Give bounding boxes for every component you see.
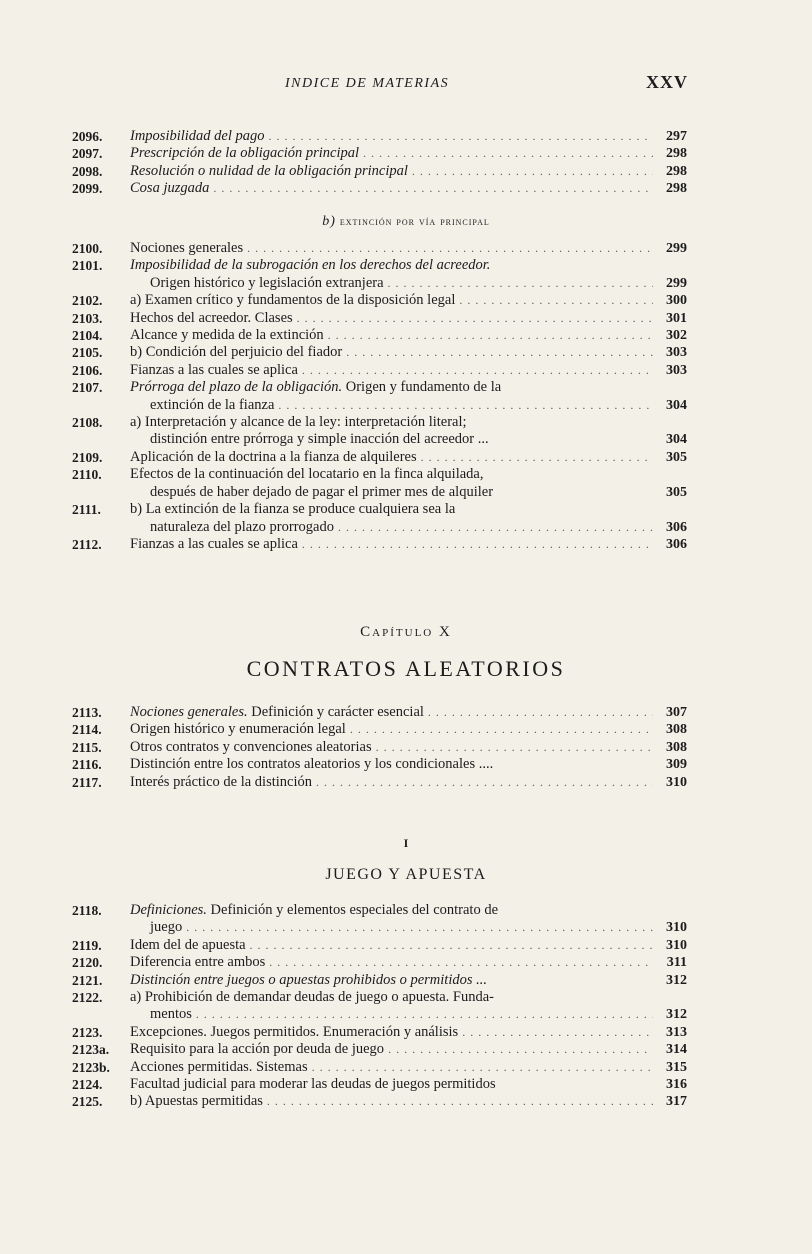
entry-page: 310 [666, 920, 687, 936]
entry-number: 2097. [72, 146, 103, 162]
entry-text: a) Interpretación y alcance de la ley: interpretación literal; [130, 414, 467, 431]
entry-line [130, 954, 687, 971]
toc-entry [0, 1024, 812, 1041]
entry-text: Imposibilidad de la subrogación en los derechos del acreedor. [130, 257, 491, 274]
entry-text: Diferencia entre ambos [130, 954, 266, 971]
entry-line [130, 902, 687, 919]
entry-page: 306 [666, 536, 687, 552]
toc-entry [0, 774, 812, 791]
entry-number: 2117. [72, 774, 102, 790]
entry-number: 2104. [72, 328, 103, 344]
continuation-text: mentos [150, 1006, 192, 1023]
dot-leader [346, 344, 653, 361]
entry-continuation [130, 431, 687, 448]
entry-page: 299 [666, 241, 687, 256]
dot-leader [186, 919, 653, 936]
continuation-text: juego [150, 919, 183, 936]
entry-number: 2121. [72, 972, 103, 988]
entry-line [130, 1093, 687, 1110]
entry-line [130, 989, 687, 1006]
entry-page: 316 [666, 1077, 687, 1093]
entry-text: Efectos de la continuación del locatario en la finca alquilada, [130, 466, 484, 483]
toc-entry [0, 536, 812, 553]
entry-text: Requisito para la acción por deuda de juego [130, 1041, 385, 1058]
entry-text: Acciones permitidas. Sistemas [130, 1058, 308, 1075]
entry-page: 305 [666, 484, 687, 500]
entry-text: Nociones generales [130, 240, 244, 256]
entry-text-italic: Nociones generales. [130, 704, 248, 720]
entry-line [130, 362, 687, 379]
dot-leader [338, 519, 653, 536]
dot-leader [250, 937, 653, 954]
entry-line [130, 972, 687, 989]
toc-entry [0, 989, 812, 1024]
toc-entry [0, 721, 812, 738]
entry-number: 2110. [72, 467, 102, 483]
toc-group-principal-extinction [0, 240, 812, 553]
toc-entry [0, 739, 812, 756]
dot-leader [421, 449, 653, 466]
entry-text: b) Apuestas permitidas [130, 1093, 263, 1110]
entry-page: 299 [666, 275, 687, 291]
toc-entry [0, 756, 812, 773]
toc-group-guarantee-extinction [0, 128, 812, 198]
entry-text: Otros contratos y convenciones aleatorias [130, 738, 372, 755]
dot-leader [376, 739, 653, 756]
subsection-label: extinción por vía principal [339, 214, 490, 228]
entry-line [130, 466, 687, 483]
toc-entry [0, 501, 812, 536]
subsection-heading [0, 214, 812, 230]
toc-entry [0, 310, 812, 327]
entry-page: 304 [666, 397, 687, 413]
entry-line [130, 756, 687, 773]
entry-number: 2096. [72, 129, 103, 144]
entry-number: 2106. [72, 362, 103, 378]
chapter-title: CONTRATOS ALEATORIOS [246, 656, 566, 681]
toc-entry [0, 1059, 812, 1076]
entry-text: Alcance y medida de la extinción [130, 327, 324, 344]
dot-leader [388, 1041, 653, 1058]
entry-page: 312 [666, 1007, 687, 1023]
dot-leader [302, 362, 653, 379]
dot-leader [459, 292, 653, 309]
entry-line [130, 501, 687, 518]
entry-number: 2112. [72, 536, 102, 552]
toc-entry [0, 163, 812, 180]
entry-page: 309 [666, 757, 687, 773]
entry-text-rest: Definición y carácter esencial [247, 704, 424, 720]
toc-entry [0, 1076, 812, 1093]
entry-page: 311 [666, 955, 687, 971]
entry-number: 2116. [72, 757, 102, 773]
entry-line [130, 704, 687, 721]
entry-page: 310 [666, 937, 687, 953]
toc-entry [0, 379, 812, 414]
entry-line [130, 257, 687, 274]
dot-leader [312, 1059, 653, 1076]
entry-page: 307 [666, 705, 687, 720]
entry-text-italic: Prórroga del plazo de la obligación. [130, 379, 343, 396]
chapter-label: Capítulo X [360, 624, 452, 640]
continuation-text: distinción entre prórroga y simple inacción del acreedor ... [150, 431, 489, 448]
entry-number: 2123b. [72, 1059, 110, 1075]
entry-text: b) La extinción de la fianza se produce cualquiera sea la [130, 501, 456, 518]
dot-leader [213, 180, 653, 197]
entry-page: 308 [666, 722, 687, 738]
entry-continuation [130, 484, 687, 501]
entry-line [130, 449, 687, 466]
dot-leader [363, 145, 653, 162]
toc-entry [0, 902, 812, 937]
entry-continuation [130, 275, 687, 292]
entry-line [130, 145, 687, 162]
dot-leader [412, 163, 653, 180]
entry-page: 297 [666, 129, 687, 144]
entry-continuation [130, 1006, 687, 1023]
entry-text: Idem del de apuesta [130, 936, 246, 953]
entry-number: 2119. [72, 937, 102, 953]
toc-group-aleatory-contracts [0, 704, 812, 791]
entry-text: Imposibilidad del pago [130, 128, 265, 144]
dot-leader [388, 275, 653, 292]
entry-line [130, 163, 687, 180]
entry-page: 308 [666, 739, 687, 755]
entry-continuation [130, 397, 687, 414]
entry-text: Hechos del acreedor. Clases [130, 309, 293, 326]
entry-line [130, 240, 687, 257]
entry-page: 304 [666, 432, 687, 448]
toc-entry [0, 954, 812, 971]
entry-line [130, 310, 687, 327]
entry-page: 317 [666, 1094, 687, 1110]
entry-number: 2107. [72, 380, 103, 396]
entry-line [130, 1024, 687, 1041]
entry-line [130, 739, 687, 756]
entry-number: 2115. [72, 739, 102, 755]
entry-text: Fianzas a las cuales se aplica [130, 535, 298, 552]
entry-page: 305 [666, 449, 687, 465]
toc-entry [0, 466, 812, 501]
entry-text: Cosa juzgada [130, 180, 210, 197]
toc-entry [0, 1093, 812, 1110]
entry-text-rest: Origen y fundamento de la [342, 379, 502, 396]
entry-number: 2114. [72, 722, 102, 738]
entry-page: 298 [666, 181, 687, 197]
running-title: INDICE DE MATERIAS [285, 76, 450, 91]
entry-text: Aplicación de la doctrina a la fianza de alquileres [130, 448, 417, 465]
entry-number: 2118. [72, 903, 102, 918]
dot-leader [278, 397, 653, 414]
dot-leader [302, 536, 653, 553]
entry-line [130, 128, 687, 145]
entry-line [130, 536, 687, 553]
entry-continuation [130, 519, 687, 536]
entry-line [130, 414, 687, 431]
toc-entry [0, 344, 812, 361]
entry-text [130, 902, 498, 919]
subsection-letter: b) [322, 214, 336, 229]
entry-page: 303 [666, 362, 687, 378]
entry-number: 2108. [72, 415, 103, 431]
section-title: JUEGO Y APUESTA [325, 866, 487, 883]
entry-page: 312 [666, 972, 687, 988]
entry-page: 310 [666, 774, 687, 790]
entry-line [130, 937, 687, 954]
continuation-text: extinción de la fianza [150, 396, 275, 413]
dot-leader [297, 310, 653, 327]
entry-text [130, 379, 501, 396]
entry-number: 2100. [72, 241, 103, 256]
entry-number: 2101. [72, 258, 103, 274]
entry-page: 298 [666, 146, 687, 162]
entry-text: b) Condición del perjuicio del fiador [130, 344, 343, 361]
entry-text: Prescripción de la obligación principal [130, 145, 360, 162]
continuation-text: naturaleza del plazo prorrogado [150, 518, 334, 535]
continuation-text: Origen histórico y legislación extranjera [150, 274, 384, 291]
entry-text: a) Prohibición de demandar deudas de juego o apuesta. Funda- [130, 989, 495, 1006]
entry-text: Facultad judicial para moderar las deudas de juegos permitidos [130, 1076, 496, 1093]
entry-page: 298 [666, 163, 687, 179]
toc-group-gaming-betting [0, 902, 812, 1111]
entry-line [130, 1059, 687, 1076]
entry-text: Distinción entre los contratos aleatorios y los condicionales .... [130, 756, 494, 773]
toc-entry [0, 362, 812, 379]
entry-number: 2125. [72, 1094, 103, 1110]
entry-number: 2124. [72, 1077, 103, 1093]
entry-number: 2120. [72, 955, 103, 971]
entry-text-rest: Definición y elementos especiales del contrato de [206, 902, 499, 918]
toc-entry [0, 704, 812, 721]
toc-entry [0, 414, 812, 449]
entry-text: Resolución o nulidad de la obligación principal [130, 162, 408, 179]
toc-entry [0, 1041, 812, 1058]
entry-text: Excepciones. Juegos permitidos. Enumeración y análisis [130, 1023, 459, 1040]
toc-entry [0, 240, 812, 257]
entry-number: 2123. [72, 1024, 103, 1040]
entry-page: 314 [666, 1042, 687, 1058]
entry-text: Origen histórico y enumeración legal [130, 721, 346, 738]
entry-line [130, 379, 687, 396]
entry-number: 2122. [72, 990, 103, 1006]
toc-entry [0, 145, 812, 162]
entry-number: 2102. [72, 293, 103, 309]
entry-line [130, 344, 687, 361]
dot-leader [462, 1024, 653, 1041]
toc-entry [0, 257, 812, 292]
entry-text: Interés práctico de la distinción [130, 773, 312, 790]
entry-text-italic: Definiciones. [130, 902, 207, 918]
toc-entry [0, 937, 812, 954]
dot-leader [316, 774, 653, 791]
continuation-text: después de haber dejado de pagar el primer mes de alquiler [150, 483, 494, 500]
entry-number: 2103. [72, 310, 103, 326]
entry-line [130, 292, 687, 309]
toc-entry [0, 292, 812, 309]
entry-number: 2099. [72, 181, 103, 197]
entry-line [130, 1076, 687, 1093]
dot-leader [247, 240, 653, 257]
entry-page: 315 [666, 1059, 687, 1075]
entry-text: Fianzas a las cuales se aplica [130, 361, 298, 378]
entry-page: 303 [666, 345, 687, 361]
toc-entry [0, 972, 812, 989]
entry-number: 2113. [72, 705, 102, 720]
dot-leader [428, 704, 653, 721]
entry-line [130, 1041, 687, 1058]
entry-number: 2098. [72, 163, 103, 179]
entry-line [130, 721, 687, 738]
entry-page: 301 [666, 310, 687, 326]
entry-page: 306 [666, 519, 687, 535]
page-number: XXV [646, 72, 688, 92]
entry-page: 300 [666, 293, 687, 309]
toc-entry [0, 327, 812, 344]
dot-leader [267, 1093, 653, 1110]
page-header [0, 72, 812, 98]
entry-text: a) Examen crítico y fundamentos de la disposición legal [130, 292, 456, 309]
entry-number: 2109. [72, 449, 103, 465]
entry-page: 313 [666, 1024, 687, 1040]
entry-number: 2111. [72, 502, 101, 518]
entry-continuation [130, 919, 687, 936]
dot-leader [269, 954, 653, 971]
toc-entry [0, 128, 812, 145]
entry-number: 2123a. [72, 1042, 110, 1058]
dot-leader [196, 1006, 653, 1023]
entry-line [130, 774, 687, 791]
dot-leader [350, 721, 653, 738]
entry-text: Distinción entre juegos o apuestas prohibidos o permitidos ... [130, 971, 487, 988]
dot-leader [328, 327, 653, 344]
entry-line [130, 327, 687, 344]
toc-entry [0, 180, 812, 197]
toc-entry [0, 449, 812, 466]
section-number: I [403, 836, 409, 850]
entry-line [130, 180, 687, 197]
entry-text [130, 704, 424, 721]
entry-number: 2105. [72, 345, 103, 361]
entry-page: 302 [666, 328, 687, 344]
dot-leader [269, 128, 653, 145]
